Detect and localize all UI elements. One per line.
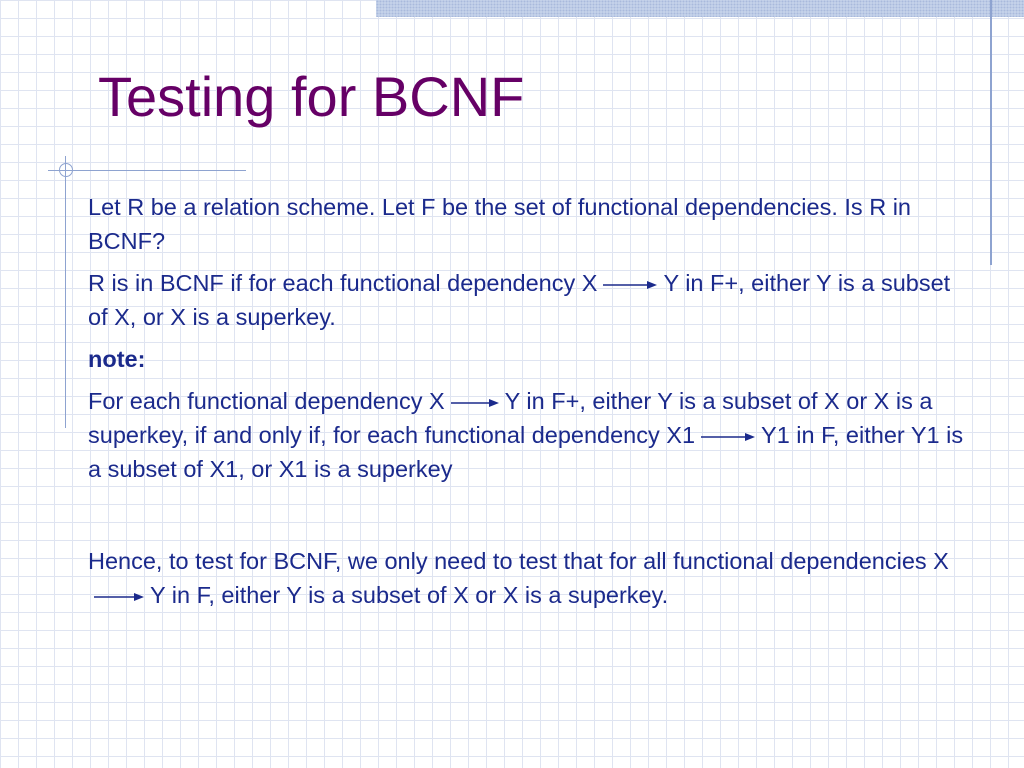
paragraph-conclusion — [88, 544, 968, 612]
right-arrow-icon — [451, 398, 499, 408]
title-underline-rule — [48, 170, 246, 171]
equivalence-text-part3: Y1 in F, either Y1 is a subset of X1, or X1 is a superkey — [88, 422, 964, 482]
note-label: note: — [88, 346, 146, 372]
slide-title: Testing for BCNF — [98, 65, 525, 128]
right-arrow-icon — [603, 280, 657, 290]
right-arrow-icon — [94, 592, 144, 602]
top-decorative-band — [376, 0, 1024, 17]
bcnf-condition-text-end: Y in F+, either Y is a subset of X, or X is a superkey. — [88, 270, 951, 330]
paragraph-definition: Let R be a relation scheme. Let F be the set of functional dependencies. Is R in BCNF? — [88, 194, 911, 254]
paragraph-bcnf-condition — [88, 266, 968, 334]
conclusion-text-start: Hence, to test for BCNF, we only need to test that for all functional dependencies X — [88, 548, 949, 574]
decorative-ring — [59, 163, 73, 177]
paragraph-equivalence — [88, 384, 968, 486]
conclusion-text-end: Y in F, either Y is a subset of X or X is a superkey. — [150, 582, 669, 608]
right-decorative-rule — [990, 0, 992, 265]
bcnf-condition-text-start: R is in BCNF if for each functional dependency X — [88, 270, 598, 296]
slide-body — [88, 190, 968, 620]
right-arrow-icon — [701, 432, 755, 442]
equivalence-text-part1: For each functional dependency X — [88, 388, 445, 414]
left-decorative-rule — [65, 183, 66, 428]
equivalence-text-part2: Y in F+, either Y is a subset of X or X is a superkey, if and only if, for each functional dependency X1 — [88, 388, 933, 448]
